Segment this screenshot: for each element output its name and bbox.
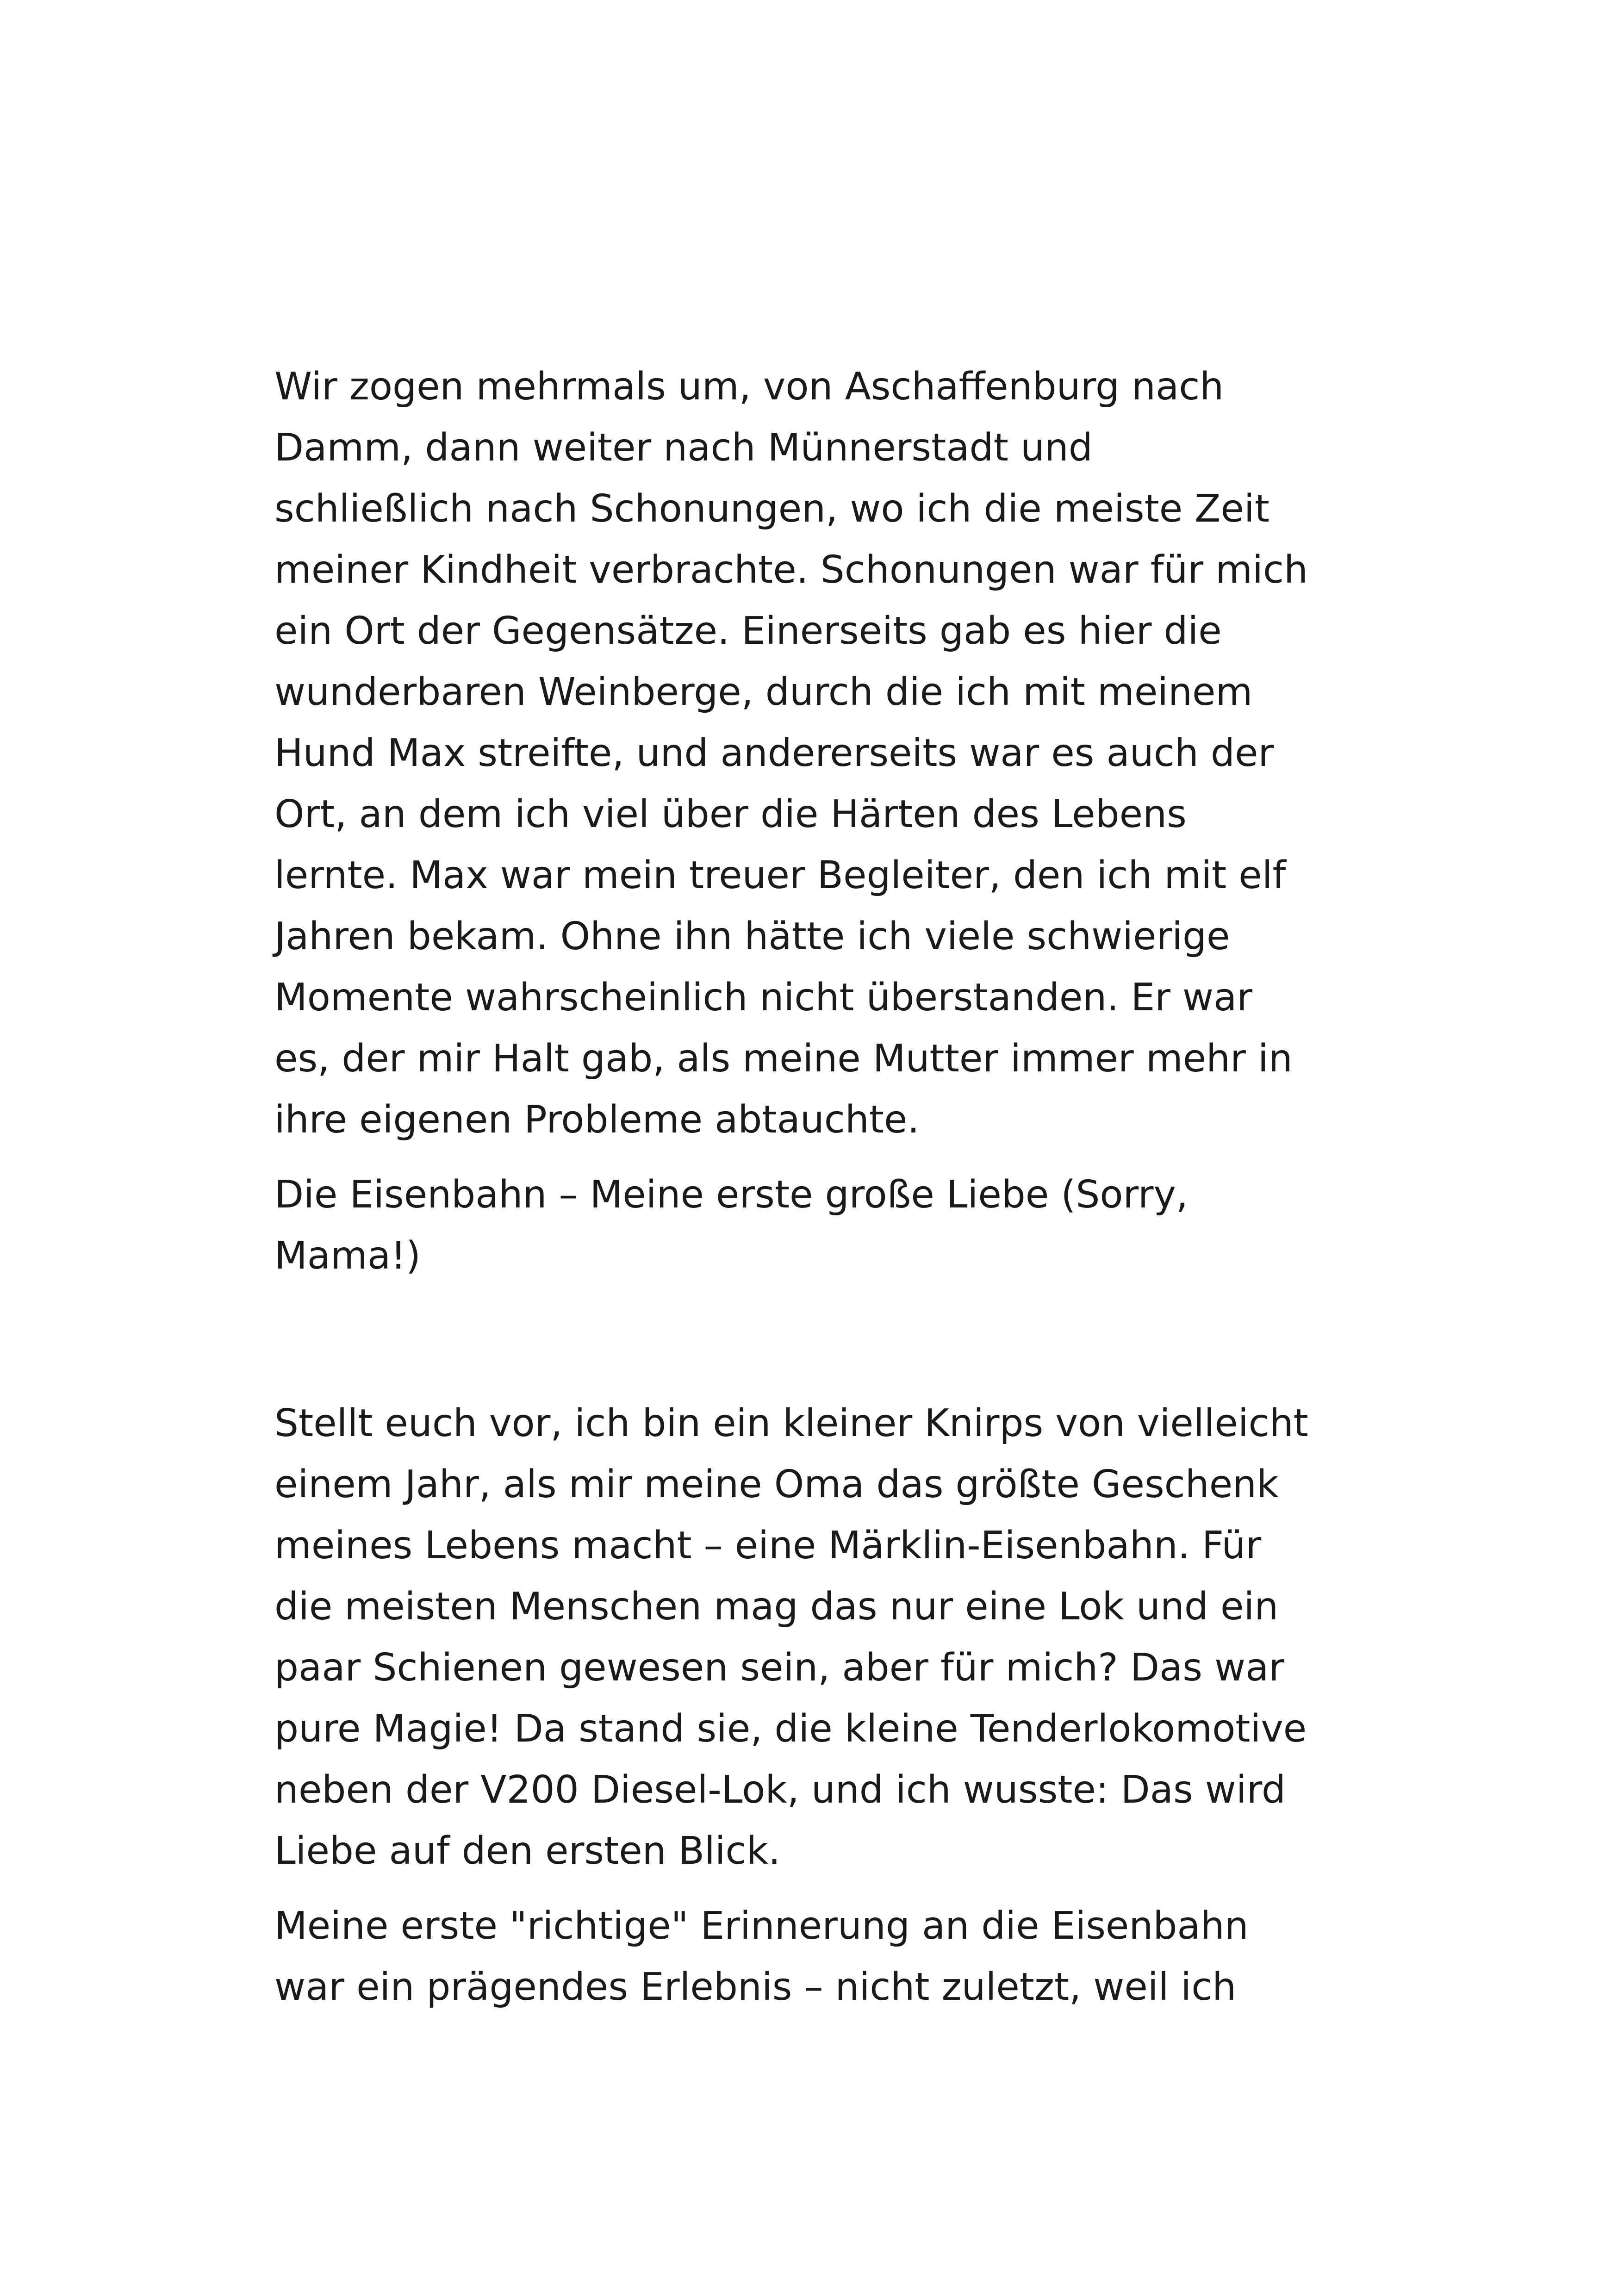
text-line: neben der V200 Diesel-Lok, und ich wusste: Das wird bbox=[274, 1768, 1286, 1812]
text-line: ihre eigenen Probleme abtauchte. bbox=[274, 1098, 920, 1142]
text-line: die meisten Menschen mag das nur eine Lok und ein bbox=[274, 1585, 1279, 1629]
text-line: lernte. Max war mein treuer Begleiter, den ich mit elf bbox=[274, 853, 1286, 897]
text-line: meines Lebens macht – eine Märklin-Eisenbahn. Für bbox=[274, 1524, 1262, 1568]
body-text bbox=[274, 356, 1371, 2018]
text-line: ein Ort der Gegensätze. Einerseits gab es hier die bbox=[274, 609, 1222, 653]
text-line: es, der mir Halt gab, als meine Mutter immer mehr in bbox=[274, 1037, 1293, 1081]
section-heading bbox=[274, 1164, 1371, 1287]
section-spacer bbox=[274, 1287, 1371, 1393]
text-line: Stellt euch vor, ich bin ein kleiner Knirps von vielleicht bbox=[274, 1401, 1308, 1445]
text-line: Jahren bekam. Ohne ihn hätte ich viele schwierige bbox=[274, 915, 1230, 958]
text-line: Damm, dann weiter nach Münnerstadt und bbox=[274, 426, 1093, 470]
paragraph-spacer bbox=[274, 1882, 1371, 1896]
paragraph-railway-gift bbox=[274, 1393, 1371, 1882]
paragraph-first-memory bbox=[274, 1896, 1371, 2018]
paragraph-moves bbox=[274, 356, 1371, 1151]
text-line: schließlich nach Schonungen, wo ich die meiste Zeit bbox=[274, 487, 1270, 531]
text-line: Hund Max streifte, und andererseits war es auch der bbox=[274, 731, 1274, 775]
text-line: Meine erste "richtige" Erinnerung an die Eisenbahn bbox=[274, 1904, 1249, 1948]
text-line: meiner Kindheit verbrachte. Schonungen war für mich bbox=[274, 548, 1308, 592]
text-line: Wir zogen mehrmals um, von Aschaffenburg nach bbox=[274, 365, 1224, 409]
paragraph-spacer bbox=[274, 1151, 1371, 1164]
text-line: Ort, an dem ich viel über die Härten des Lebens bbox=[274, 792, 1187, 836]
text-line: Liebe auf den ersten Blick. bbox=[274, 1829, 781, 1873]
heading-line: Die Eisenbahn – Meine erste große Liebe (Sorry, bbox=[274, 1173, 1189, 1217]
text-line: Momente wahrscheinlich nicht überstanden. Er war bbox=[274, 976, 1253, 1020]
text-line: paar Schienen gewesen sein, aber für mich? Das war bbox=[274, 1646, 1285, 1690]
text-line: war ein prägendes Erlebnis – nicht zuletzt, weil ich bbox=[274, 1965, 1237, 2009]
text-line: wunderbaren Weinberge, durch die ich mit meinem bbox=[274, 670, 1253, 714]
heading-line: Mama!) bbox=[274, 1234, 421, 1278]
text-line: pure Magie! Da stand sie, die kleine Tenderlokomotive bbox=[274, 1707, 1307, 1751]
text-line: einem Jahr, als mir meine Oma das größte Geschenk bbox=[274, 1462, 1279, 1506]
